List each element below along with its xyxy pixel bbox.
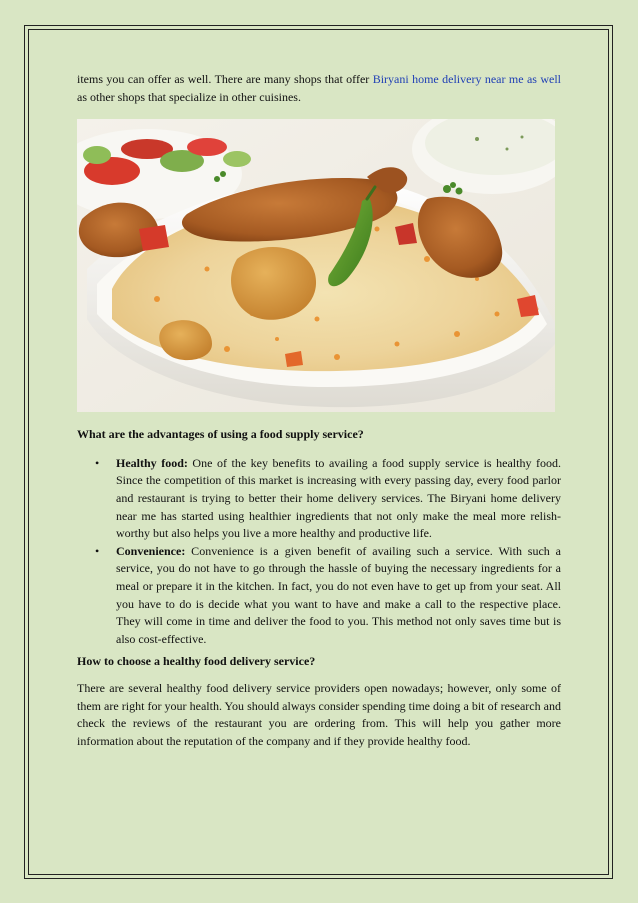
section-heading-choose: How to choose a healthy food delivery service? xyxy=(77,654,316,669)
bullet-icon: • xyxy=(95,543,100,558)
intro-text-after: as other shops that specialize in other cuisines. xyxy=(77,89,301,104)
choose-paragraph: There are several healthy food delivery service providers open nowadays; however, only some of them are right for your health. You should always consider spending time doing a bit of research and check the reviews of the restaurant you are ordering from. This will help you gather more information about the reputation of the company and if they provide healthy food. xyxy=(77,680,561,748)
biryani-photo xyxy=(77,119,555,412)
section-heading-advantages: What are the advantages of using a food supply service? xyxy=(77,427,364,442)
advantages-list xyxy=(77,455,561,649)
list-item-healthy-food xyxy=(95,455,561,543)
bullet-icon: • xyxy=(95,455,100,470)
list-item-label: Healthy food: xyxy=(116,455,188,470)
list-item-label: Convenience: xyxy=(116,543,186,558)
intro-paragraph xyxy=(77,71,561,106)
list-item-text: Convenience is a given benefit of availing such a service. With such a service, you do not have to go through the hassle of buying the necessary ingredients for a meal or prepare it in the kitchen. In fact, you do not even have to get up from your seat. All you have to do is decide what you want to have and make a call to the respective place. They will come in time and deliver the food to you. This method not only saves time but is also cost-effective. xyxy=(116,543,561,646)
list-item-text: One of the key benefits to availing a food supply service is healthy food. Since the competition of this market is increasing with every passing day, every food parlor and restaurant is trying to better their home delivery services. The Biryani home delivery near me has started using healthier ingredients that not only make the meal more relish-worthy but also helps you live a more healthy and productive life. xyxy=(116,455,561,541)
document-content xyxy=(77,71,561,750)
list-item-convenience xyxy=(95,543,561,649)
intro-text-before: items you can offer as well. There are many shops that offer xyxy=(77,72,373,86)
biryani-delivery-link[interactable]: Biryani home delivery near me as well xyxy=(372,72,562,86)
